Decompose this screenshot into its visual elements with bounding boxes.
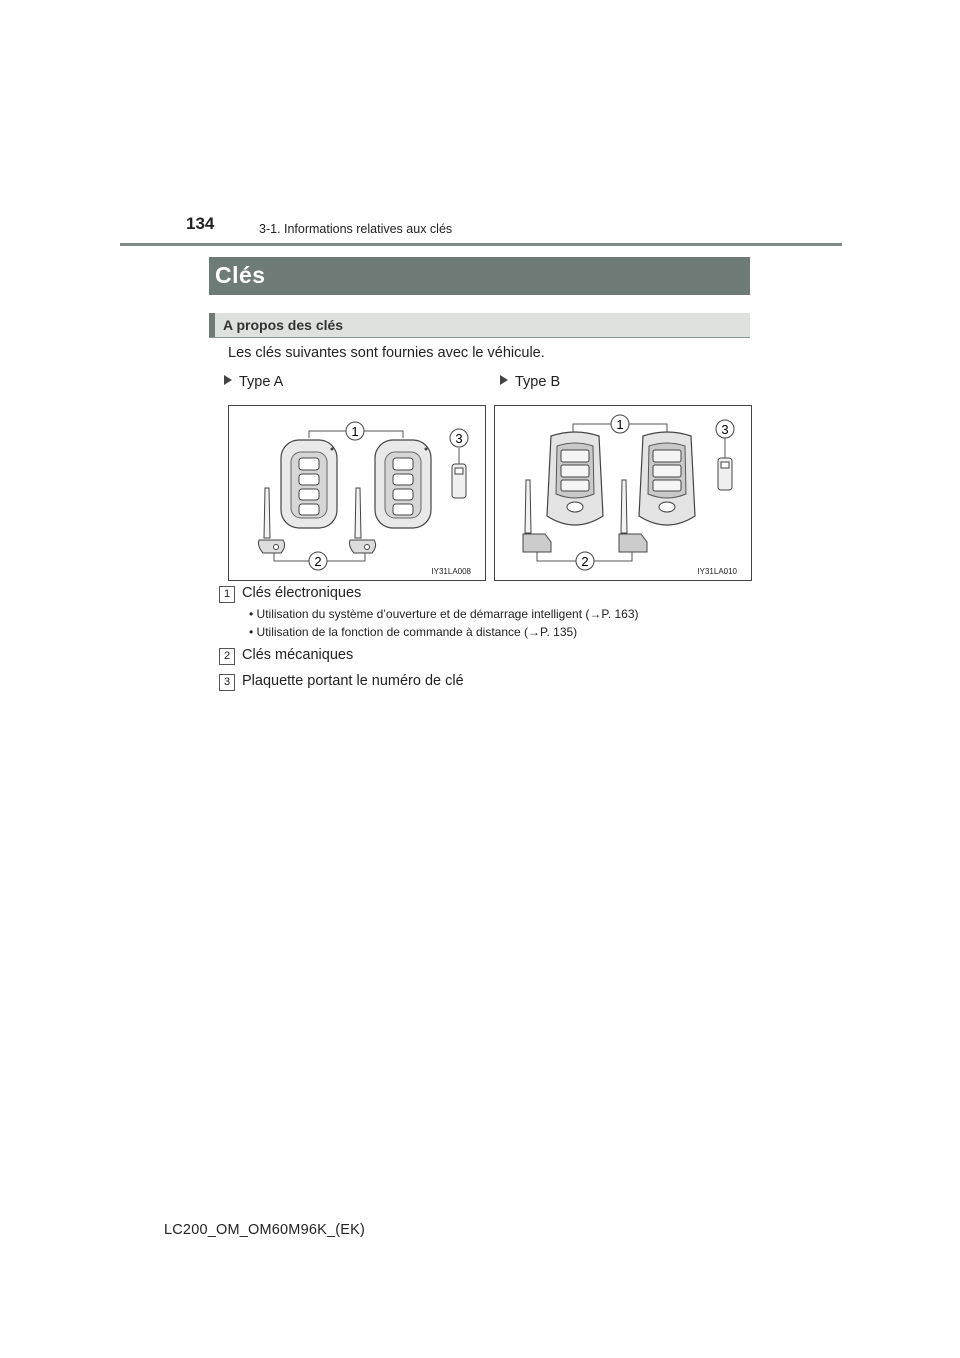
callout-2: 2	[314, 554, 322, 569]
callout-1: 1	[351, 424, 359, 439]
page-title: Clés	[215, 262, 266, 288]
smart-key-icon	[547, 432, 603, 525]
triangle-bullet-icon	[500, 375, 508, 385]
triangle-bullet-icon	[224, 375, 232, 385]
type-a-label-text: Type A	[239, 374, 284, 390]
type-a-keys-illustration	[229, 406, 485, 580]
type-b-keys-illustration	[495, 406, 751, 580]
subheading-accent	[209, 313, 215, 337]
page-title-bar	[209, 257, 750, 295]
smart-key-icon	[281, 440, 337, 528]
section-title: 3-1. Informations relatives aux clés	[259, 222, 453, 236]
key-number-plate-icon	[718, 458, 732, 490]
item-electronic-keys: Clés électroniques	[242, 585, 362, 601]
bullet-wireless-remote: • Utilisation de la fonction de commande à distance (→P. 135)	[249, 625, 578, 639]
figure-type-b	[494, 405, 752, 581]
callout-1: 1	[616, 417, 624, 432]
figure-type-a	[228, 405, 486, 581]
intro-text: Les clés suivantes sont fournies avec le véhicule.	[228, 345, 545, 361]
figure-code: IY31LA010	[697, 567, 737, 576]
key-number-plate-icon	[452, 464, 466, 498]
type-a-label	[224, 374, 283, 390]
type-b-label	[500, 374, 560, 390]
item-mechanical-keys: Clés mécaniques	[242, 647, 354, 663]
bullet-smart-entry: • Utilisation du système d’ouverture et de démarrage intelligent (→P. 163)	[249, 607, 639, 621]
callout-3: 3	[455, 431, 463, 446]
callout-2: 2	[581, 554, 589, 569]
type-b-label-text: Type B	[515, 374, 561, 390]
subheading-bar	[209, 313, 750, 338]
header-divider	[120, 243, 842, 246]
item-number-badge: 1	[219, 586, 235, 603]
item-number-badge: 2	[219, 648, 235, 665]
callout-3: 3	[721, 422, 729, 437]
document-code: LC200_OM_OM60M96K_(EK)	[164, 1222, 366, 1238]
mechanical-key-icon	[350, 488, 376, 553]
smart-key-icon	[639, 432, 695, 525]
page-number: 134	[186, 214, 215, 233]
figure-code: IY31LA008	[431, 567, 471, 576]
subheading: A propos des clés	[223, 317, 344, 333]
smart-key-icon	[375, 440, 431, 528]
item-number-badge: 3	[219, 674, 235, 691]
item-key-number-plate: Plaquette portant le numéro de clé	[242, 673, 464, 689]
